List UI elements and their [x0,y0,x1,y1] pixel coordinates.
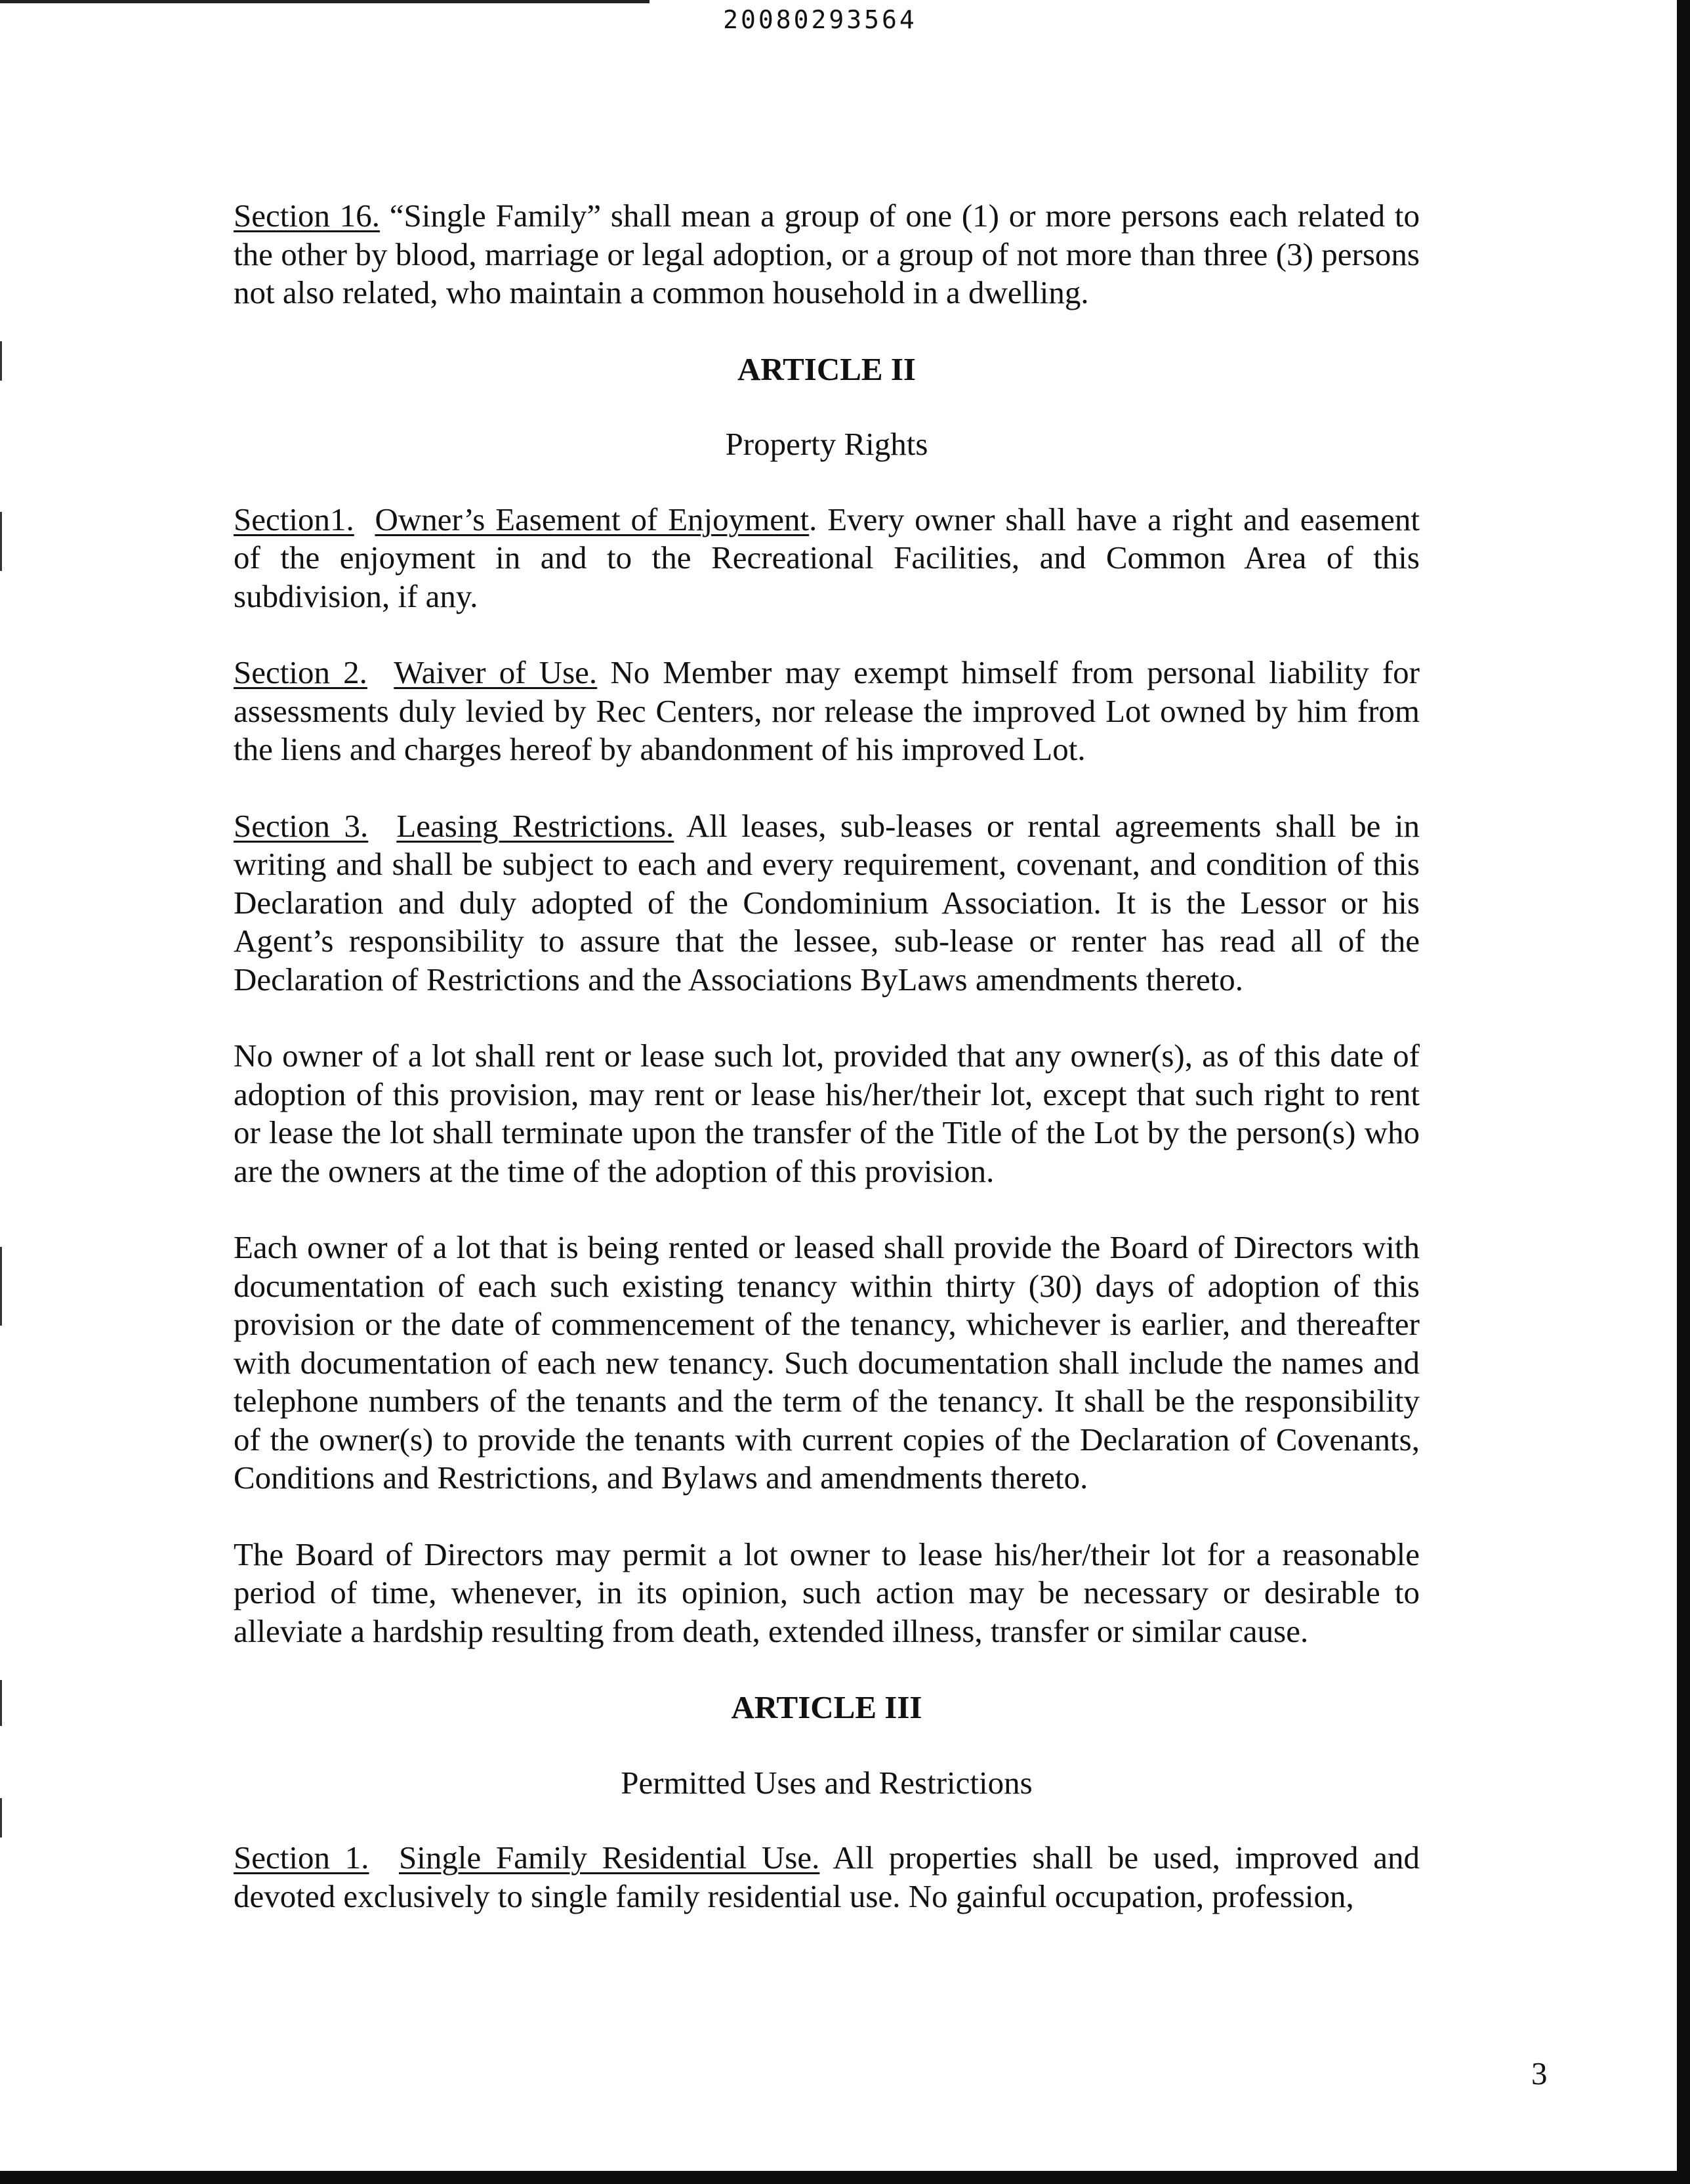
article-2-heading: ARTICLE II [737,350,916,387]
scan-bottom-border [0,2171,1690,2184]
rental-restriction-paragraph: No owner of a lot shall rent or lease such lot, provided that any owner(s), as of this date of adoption of this provision, may rent or lease his/her/their lot, except that such right to rent or lease the lot shall terminate upon the transfer of the Title of the Lot by the person(s) who are the owners at the time of the adoption of this provision. [234,1038,1420,1189]
article-2-section-2-label: Section 2. [234,654,367,690]
article-3-section-1-paragraph [234,1839,1420,1916]
page-number: 3 [1531,2055,1548,2091]
scan-top-edge [0,0,649,3]
scan-left-tick [0,341,2,381]
article-2-section-2-paragraph [234,654,1420,769]
article-2-section-3-text: All leases, sub-leases or rental agreements shall be in writing and shall be subject to each and every requirement, covenant, and condition of this Declaration and duly adopted of the Condominium Association. It is the Lessor or his Agent’s responsibility to assure that the lessee, sub-lease or renter has read all of the Declaration of Restrictions and the Associations ByLaws amendments thereto. [234,807,1420,998]
article-2-section-1-label: Section1. [234,501,354,537]
document-number: 20080293564 [723,5,917,34]
section-16-text: “Single Family” shall mean a group of one (1) or more persons each related to the other by blood, marriage or legal adoption, or a group of not more than three (3) persons not also related, who maintain a common household in a dwelling. [234,198,1420,310]
scan-left-tick [0,1680,2,1726]
scan-left-tick [0,1247,2,1326]
article-2-section-2-title: Waiver of Use. [394,654,598,690]
article-2-section-1-text: . Every owner shall have a right and easement of the enjoyment in and to the Recreational Facilities, and Common Area of this subdivision, if any. [234,501,1420,614]
article-2-subtitle: Property Rights [725,426,928,462]
tenancy-documentation-paragraph: Each owner of a lot that is being rented or leased shall provide the Board of Directors with documentation of each such existing tenancy within thirty (30) days of adoption of this provision or the date of commencement of the tenancy, whichever is earlier, and thereafter with documentation of each new tenancy. Such documentation shall include the names and telephone numbers of the tenants and the term of the tenancy. It shall be the responsibility of the owner(s) to provide the tenants with current copies of the Declaration of Covenants, Conditions and Restrictions, and Bylaws and amendments thereto. [234,1229,1420,1496]
scan-right-border [1677,0,1690,2184]
scan-left-tick [0,512,2,571]
article-3-section-1-text: All properties shall be used, improved and devoted exclusively to single family residential use. No gainful occupation, profession, [234,1839,1420,1914]
article-3-section-1-title: Single Family Residential Use. [399,1839,820,1876]
hardship-lease-paragraph: The Board of Directors may permit a lot owner to lease his/her/their lot for a reasonable period of time, whenever, in its opinion, such action may be necessary or desirable to alleviate a hardship resulting from death, extended illness, transfer or similar cause. [234,1536,1420,1649]
article-3-section-1-label: Section 1. [234,1839,369,1876]
article-2-section-2-text: No Member may exempt himself from personal liability for assessments duly levied by Rec Centers, nor release the improved Lot owned by him from the liens and charges hereof by abandonment of his improved Lot. [234,654,1420,767]
article-2-section-3-paragraph [234,807,1420,999]
section-16-label: Section 16. [234,198,381,234]
page-body [234,197,1420,1954]
scan-left-tick [0,1798,2,1838]
section-16-paragraph [234,197,1420,312]
article-2-section-1-title: Owner’s Easement of Enjoyment [375,501,810,537]
article-3-heading: ARTICLE III [731,1689,922,1725]
article-2-section-1-paragraph [234,501,1420,616]
article-3-subtitle: Permitted Uses and Restrictions [621,1764,1033,1801]
article-2-section-3-title: Leasing Restrictions. [396,807,674,844]
article-2-section-3-label: Section 3. [234,807,369,844]
